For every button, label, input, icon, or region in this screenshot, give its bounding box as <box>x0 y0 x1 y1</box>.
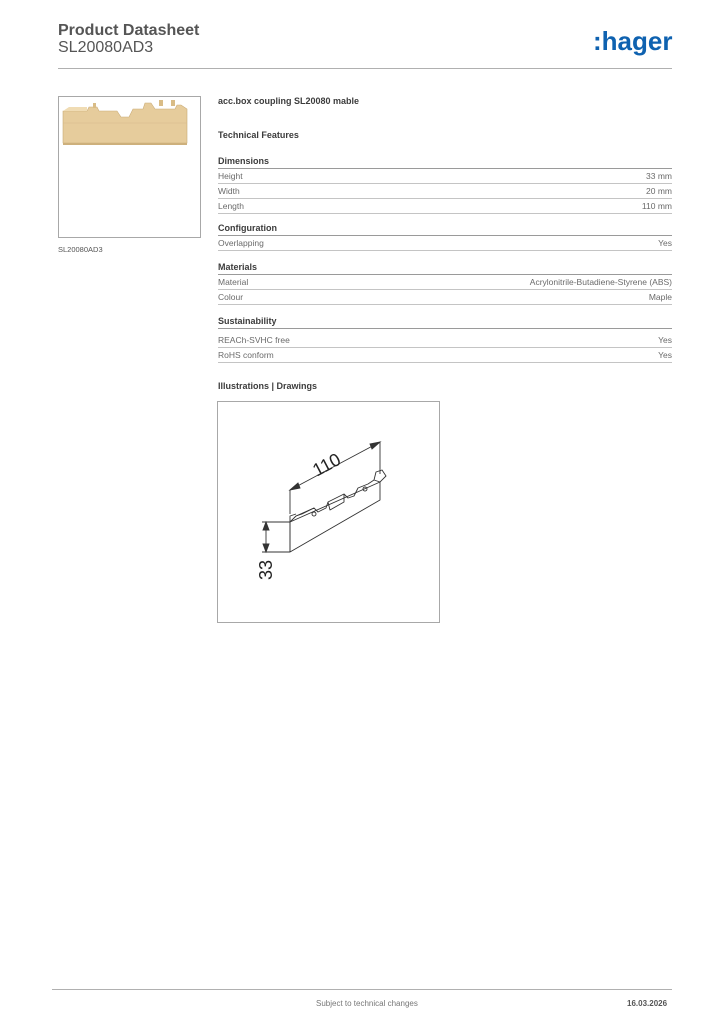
technical-drawing <box>218 402 439 622</box>
spec-row-material <box>218 275 672 290</box>
spec-label: REACh-SVHC free <box>218 335 290 345</box>
technical-features-title: Technical Features <box>218 130 299 140</box>
spec-row-colour <box>218 290 672 305</box>
spec-value: Yes <box>658 335 672 345</box>
hager-logo <box>593 25 677 59</box>
footer-divider <box>52 989 672 990</box>
technical-drawing-frame <box>217 401 440 623</box>
spec-label: Length <box>218 201 244 211</box>
product-image <box>59 97 200 237</box>
spec-row-rohs <box>218 348 672 363</box>
datasheet-title: Product Datasheet <box>58 22 200 39</box>
spec-label: Width <box>218 186 240 196</box>
spec-value: Yes <box>658 238 672 248</box>
product-code-heading: SL20080AD3 <box>58 39 154 56</box>
spec-row-overlapping <box>218 236 672 251</box>
section-title-materials: Materials <box>218 262 672 275</box>
dimension-height-label: 33 <box>256 559 276 580</box>
spec-value: Acrylonitrile-Butadiene-Styrene (ABS) <box>529 277 672 287</box>
illustrations-title: Illustrations | Drawings <box>218 381 318 391</box>
spec-value: 110 mm <box>641 201 672 211</box>
footer-date: 16.03.2026 <box>627 999 668 1008</box>
section-title-sustainability: Sustainability <box>218 316 672 329</box>
spec-label: Overlapping <box>218 238 264 248</box>
spec-row-width <box>218 184 672 199</box>
product-image-frame <box>58 96 201 238</box>
spec-value: 33 mm <box>646 171 672 181</box>
footer-note: Subject to technical changes <box>316 999 418 1008</box>
spec-value: 20 mm <box>646 186 672 196</box>
spec-value: Maple <box>648 292 672 302</box>
dimension-length-label: 110 <box>309 449 344 481</box>
section-title-dimensions: Dimensions <box>218 156 672 169</box>
svg-text::hager: :hager <box>593 26 673 56</box>
spec-label: RoHS conform <box>218 350 274 360</box>
header-divider <box>58 68 672 69</box>
spec-label: Colour <box>218 292 244 302</box>
spec-value: Yes <box>658 350 672 360</box>
product-image-caption: SL20080AD3 <box>58 245 103 254</box>
spec-row-reach <box>218 333 672 348</box>
spec-row-length <box>218 199 672 214</box>
spec-label: Height <box>218 171 243 181</box>
spec-row-height <box>218 169 672 184</box>
section-title-configuration: Configuration <box>218 223 672 236</box>
product-description: acc.box coupling SL20080 mable <box>218 96 360 106</box>
spec-label: Material <box>218 277 249 287</box>
